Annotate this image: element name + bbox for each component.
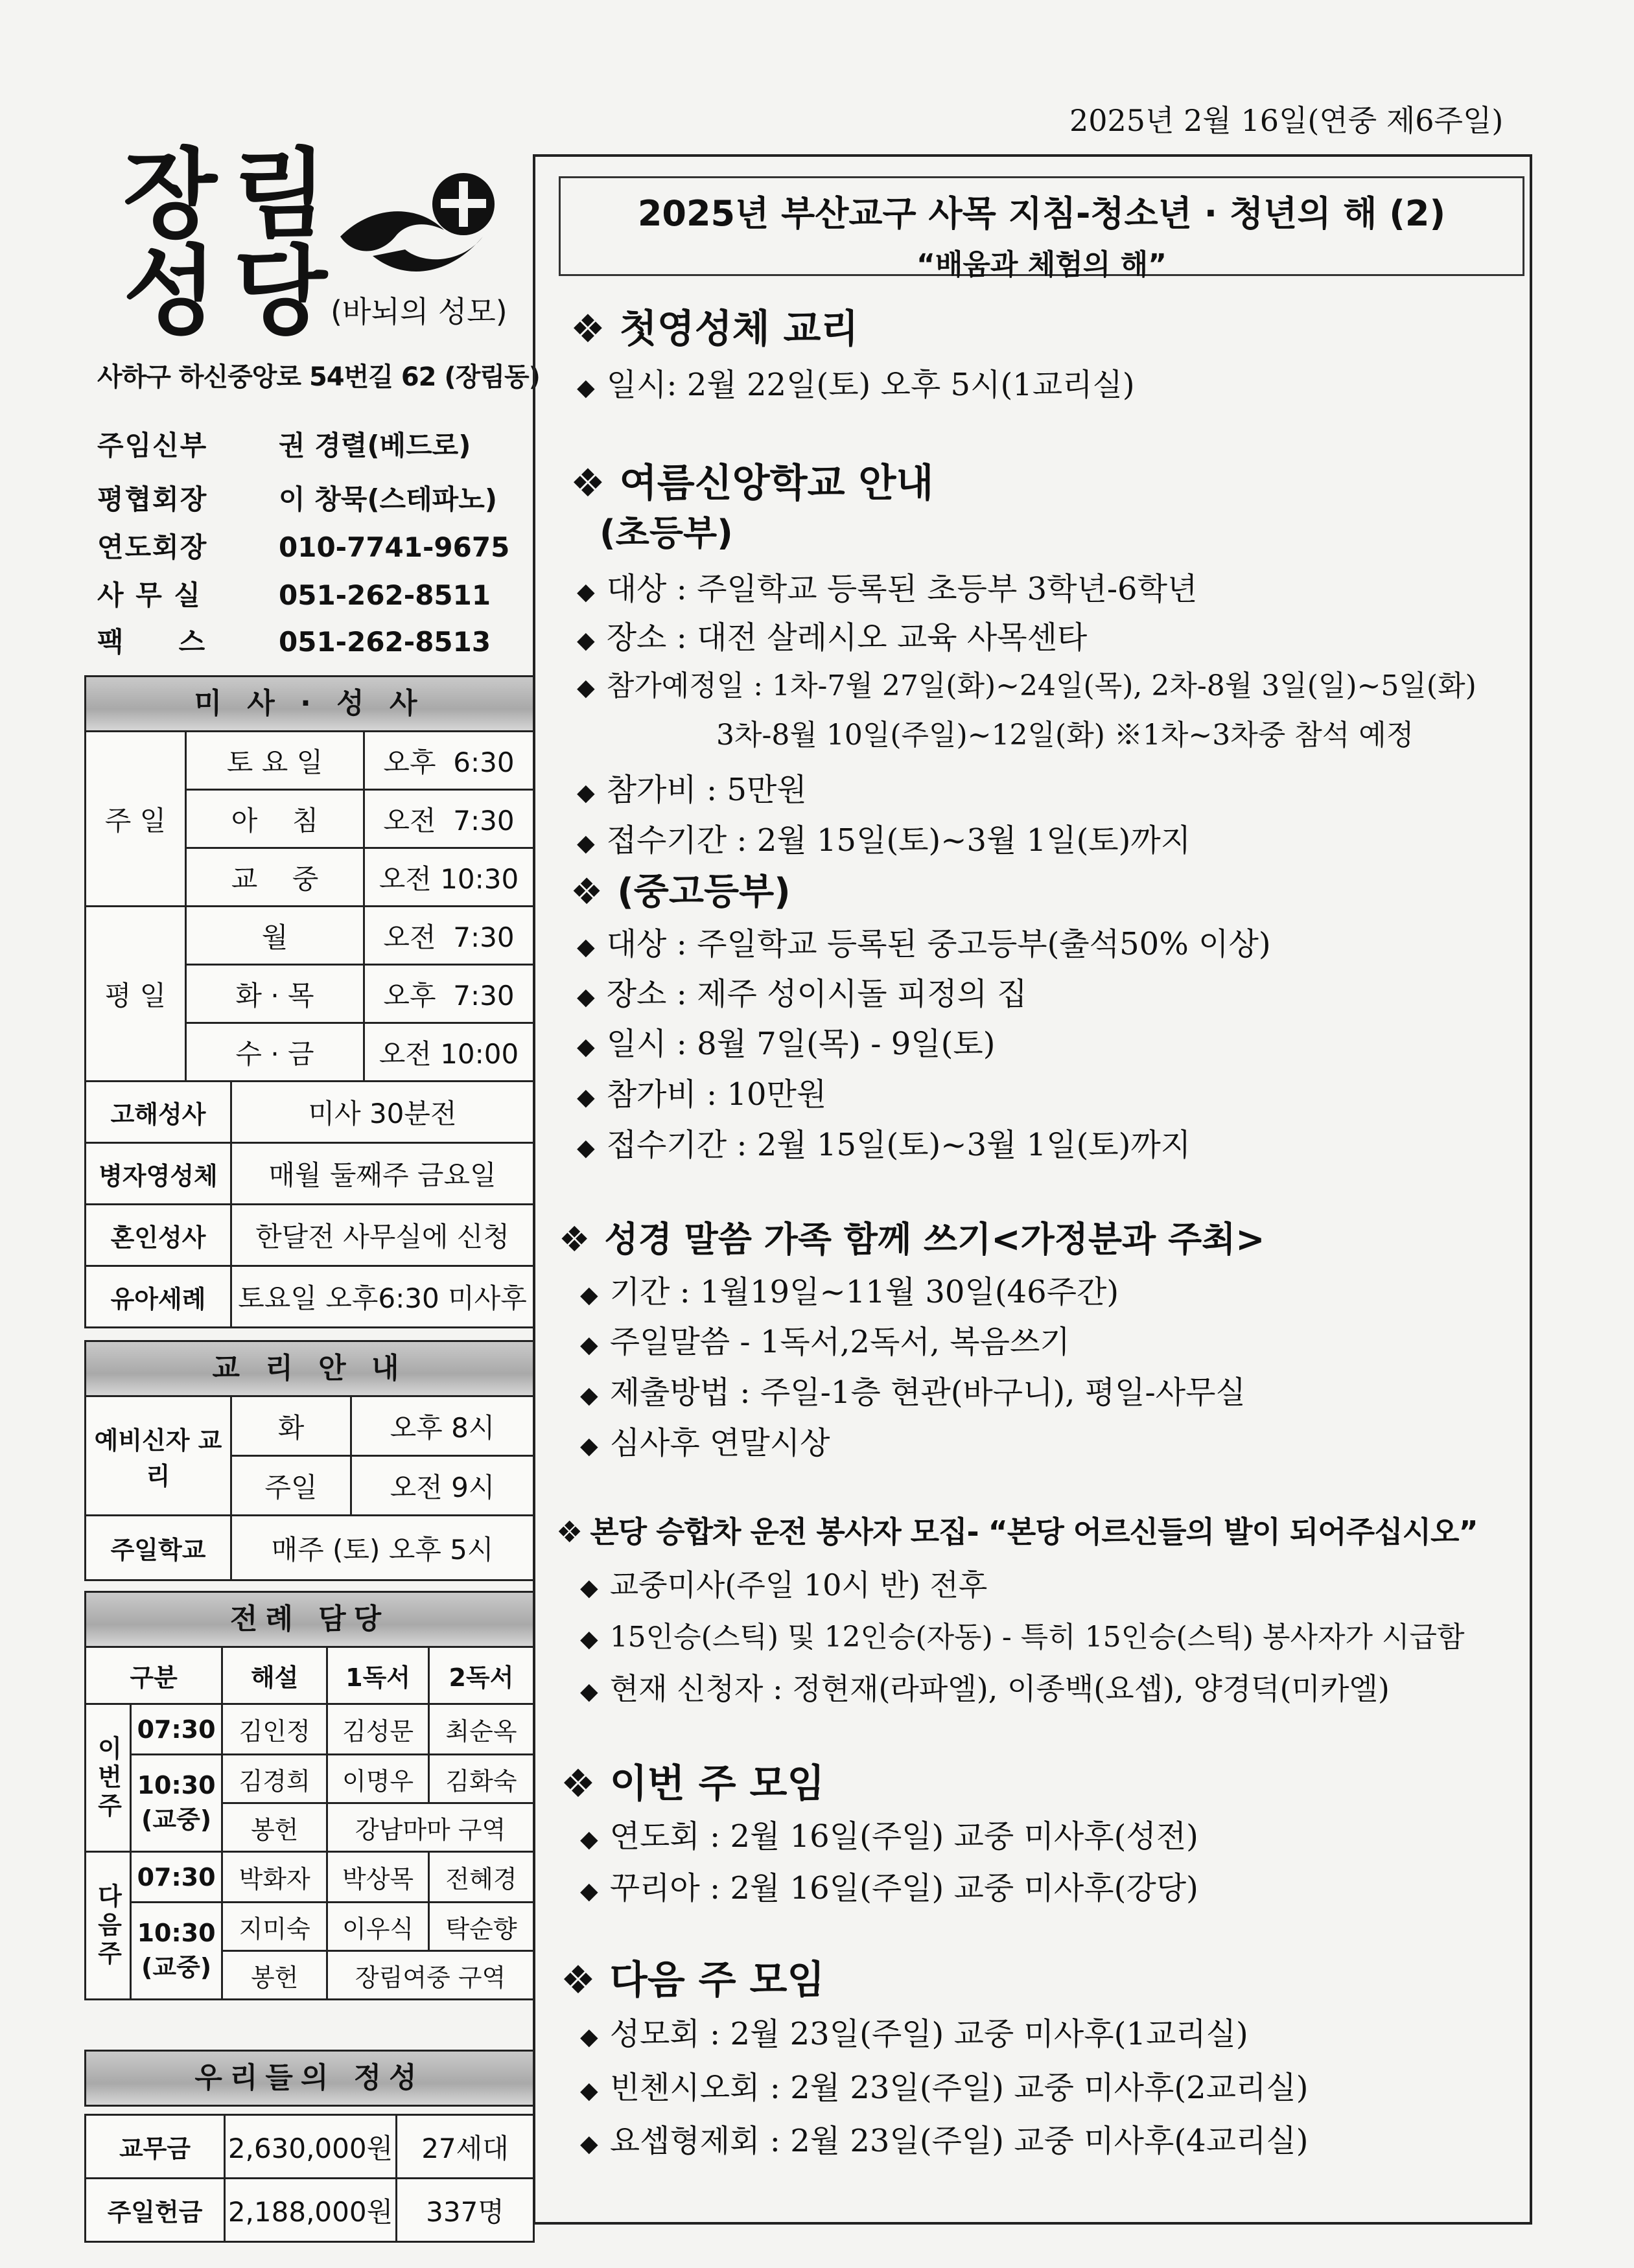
bullet-icon: ◆	[577, 830, 595, 857]
staff-row: 사 무 실 051-262-8511	[97, 579, 491, 611]
diamond-icon: ❖	[561, 1958, 596, 2003]
liturgy-group: 강남마마 구역	[327, 1803, 534, 1852]
liturgy-reader: 탁순향	[428, 1903, 533, 1951]
bullet-icon: ◆	[580, 1282, 598, 1308]
next-week-label: 다음주	[86, 1852, 131, 2000]
notice-item: ◆ 주일말씀 - 1독서,2독서, 복음쓰기	[580, 1324, 1070, 1360]
notice-item: ◆ 15인승(스틱) 및 12인승(자동) - 특히 15인승(스틱) 봉사자가 시급함	[580, 1621, 1465, 1654]
title-char: 장	[123, 137, 217, 251]
notice-header-title: 2025년 부산교구 사목 지침-청소년 · 청년의 해 (2)	[637, 193, 1446, 234]
offering-count: 337명	[397, 2179, 534, 2242]
notice-item: ◆ 현재 신청자 : 정현재(라파엘), 이종백(요셉), 양경덕(미카엘)	[580, 1671, 1390, 1706]
mass-time: 오전 10:30	[364, 848, 534, 907]
mass-time: 오전 7:30	[364, 790, 534, 848]
liturgy-time: 10:30 (교중)	[131, 1755, 222, 1852]
section-title: ❖ 성경 말씀 가족 함께 쓰기<가정분과 주최>	[559, 1219, 1265, 1260]
bullet-icon: ◆	[580, 1826, 598, 1853]
offering-amount: 2,188,000원	[225, 2179, 397, 2242]
notice-item: ◆ 일시 : 8월 7일(목) - 9일(토)	[577, 1026, 996, 1062]
liturgy-reader: 전혜경	[428, 1852, 533, 1903]
notice-item: ◆ 장소 : 대전 살레시오 교육 사목센타	[577, 619, 1088, 656]
liturgy-col: 구분	[86, 1647, 222, 1704]
section-subtitle: (초등부)	[600, 513, 733, 553]
diamond-icon: ❖	[570, 307, 605, 352]
doctrine-table	[84, 1395, 535, 1581]
notice-item: ◆ 제출방법 : 주일-1층 현관(바구니), 평일-사무실	[580, 1374, 1246, 1411]
liturgy-reader: 김경희	[222, 1755, 327, 1803]
notice-item: ◆ 접수기간 : 2월 15일(토)~3월 1일(토)까지	[577, 1127, 1191, 1163]
title-char: 당	[233, 235, 327, 349]
notice-item: ◆ 장소 : 제주 성이시돌 피정의 집	[577, 976, 1027, 1012]
title-char: 성	[123, 235, 217, 349]
sunday-school-label: 주일학교	[86, 1516, 231, 1580]
liturgy-reader: 박화자	[222, 1852, 327, 1903]
mass-header: 미 사 · 성 사	[84, 675, 535, 732]
doctrine-time: 오후 8시	[351, 1396, 534, 1456]
bullet-icon: ◆	[580, 1433, 598, 1459]
liturgy-col: 해설	[222, 1647, 327, 1704]
bullet-icon: ◆	[577, 675, 595, 701]
liturgy-col: 1독서	[327, 1647, 429, 1704]
notice-item: ◆ 요셉형제회 : 2월 23일(주일) 교중 미사후(4교리실)	[580, 2123, 1309, 2159]
staff-row: 평협회장 이 창묵(스테파노)	[97, 483, 498, 515]
notice-item: ◆ 접수기간 : 2월 15일(토)~3월 1일(토)까지	[577, 822, 1191, 859]
section-title: ❖ 여름신앙학교 안내	[570, 461, 934, 506]
notice-item: ◆ 참가비 : 10만원	[577, 1076, 827, 1113]
mass-table	[84, 730, 535, 1082]
staff-row: 주임신부 권 경렬(베드로)	[97, 430, 471, 461]
offering-header: 우리들의 정성	[84, 2050, 535, 2107]
liturgy-reader: 최순옥	[428, 1704, 533, 1755]
mass-day: 화 · 목	[186, 965, 364, 1023]
doctrine-day: 화	[231, 1396, 351, 1456]
liturgy-reader: 지미숙	[222, 1903, 327, 1951]
liturgy-offering: 봉헌	[222, 1803, 327, 1852]
notice-item: ◆ 대상 : 주일학교 등록된 초등부 3학년-6학년	[577, 571, 1198, 607]
weekday-label: 평 일	[86, 907, 186, 1082]
section-title: ❖ (중고등부)	[570, 871, 791, 913]
title-char: 림	[233, 137, 327, 251]
offering-count: 27세대	[397, 2115, 534, 2179]
bullet-icon: ◆	[577, 984, 595, 1010]
liturgy-reader: 이우식	[327, 1903, 429, 1951]
sacrament-name: 유아세례	[86, 1266, 231, 1328]
bullet-icon: ◆	[580, 1878, 598, 1904]
liturgy-time: 10:30 (교중)	[131, 1903, 222, 2000]
bullet-icon: ◆	[580, 1382, 598, 1409]
sunday-school-time: 매주 (토) 오후 5시	[231, 1516, 534, 1580]
doctrine-time: 오전 9시	[351, 1456, 534, 1516]
liturgy-reader: 김성문	[327, 1704, 429, 1755]
section-title: ❖ 다음 주 모임	[561, 1958, 825, 2003]
bullet-icon: ◆	[580, 2024, 598, 2050]
doctrine-header: 교 리 안 내	[84, 1340, 535, 1397]
church-address: 사하구 하신중앙로 54번길 62 (장림동)	[97, 362, 540, 392]
liturgy-table	[84, 1646, 535, 2000]
sacrament-value: 미사 30분전	[231, 1082, 534, 1143]
doctrine-day: 주일	[231, 1456, 351, 1516]
offering-amount: 2,630,000원	[225, 2115, 397, 2179]
mass-day: 아 침	[186, 790, 364, 848]
bullet-icon: ◆	[580, 2131, 598, 2157]
sacrament-table	[84, 1080, 535, 1328]
notice-item: ◆ 일시: 2월 22일(토) 오후 5시(1교리실)	[577, 367, 1135, 403]
notice-item: ◆ 기간 : 1월19일~11월 30일(46주간)	[580, 1274, 1119, 1310]
section-title: ❖ 첫영성체 교리	[570, 307, 859, 352]
notice-item: ◆ 성모회 : 2월 23일(주일) 교중 미사후(1교리실)	[580, 2016, 1248, 2052]
bullet-icon: ◆	[580, 1575, 598, 1601]
bullet-icon: ◆	[577, 934, 595, 960]
bullet-icon: ◆	[580, 1678, 598, 1705]
bullet-icon: ◆	[577, 375, 595, 401]
diamond-icon: ❖	[556, 1514, 583, 1549]
staff-row: 연도회장 010-7741-9675	[97, 531, 510, 563]
this-week-label: 이번주	[86, 1704, 131, 1852]
bulletin-date: 2025년 2월 16일(연중 제6주일)	[1069, 103, 1504, 138]
liturgy-reader: 박상목	[327, 1852, 429, 1903]
notice-item: ◆ 참가비 : 5만원	[577, 772, 807, 808]
liturgy-time: 07:30	[131, 1852, 222, 1903]
notice-item-cont: 3차-8월 10일(주일)~12일(화) ※1차~3차중 참석 예정	[716, 719, 1414, 752]
diamond-icon: ❖	[561, 1761, 596, 1807]
bullet-icon: ◆	[577, 1084, 595, 1111]
bullet-icon: ◆	[577, 780, 595, 806]
catechumen-label: 예비신자 교리	[86, 1396, 231, 1516]
sunday-label: 주 일	[86, 732, 186, 907]
liturgy-group: 장림여중 구역	[327, 1951, 534, 2000]
mass-day: 토 요 일	[186, 732, 364, 790]
notice-header-box	[559, 176, 1524, 281]
bullet-icon: ◆	[577, 579, 595, 605]
notice-item: ◆ 연도회 : 2월 16일(주일) 교중 미사후(성전)	[580, 1818, 1198, 1855]
liturgy-offering: 봉헌	[222, 1951, 327, 2000]
bullet-icon: ◆	[577, 1135, 595, 1161]
bullet-icon: ◆	[580, 2077, 598, 2104]
sacrament-name: 혼인성사	[86, 1205, 231, 1266]
mass-day: 수 · 금	[186, 1023, 364, 1082]
sacrament-value: 매월 둘째주 금요일	[231, 1143, 534, 1205]
diamond-icon: ❖	[570, 871, 603, 913]
church-subtitle: (바뇌의 성모)	[331, 294, 508, 329]
sacrament-value: 토요일 오후6:30 미사후	[231, 1266, 534, 1328]
mass-day: 교 중	[186, 848, 364, 907]
liturgy-reader: 김화숙	[428, 1755, 533, 1803]
mass-time: 오전 10:00	[364, 1023, 534, 1082]
bullet-icon: ◆	[580, 1626, 598, 1652]
notice-item: ◆ 참가예정일 : 1차-7월 27일(화)~24일(목), 2차-8월 3일(일)~5일(화)	[577, 669, 1476, 702]
bullet-icon: ◆	[580, 1332, 598, 1358]
staff-row: 팩 스 051-262-8513	[97, 626, 491, 658]
diamond-icon: ❖	[559, 1219, 590, 1260]
notice-item: ◆ 교중미사(주일 10시 반) 전후	[580, 1568, 988, 1603]
notice-item: ◆ 꾸리아 : 2월 16일(주일) 교중 미사후(강당)	[580, 1870, 1198, 1906]
mass-time: 오후 7:30	[364, 965, 534, 1023]
diamond-icon: ❖	[570, 461, 605, 506]
notice-item: ◆ 대상 : 주일학교 등록된 중고등부(출석50% 이상)	[577, 926, 1271, 962]
liturgy-col: 2독서	[428, 1647, 533, 1704]
mass-time: 오후 6:30	[364, 732, 534, 790]
notice-item: ◆ 심사후 연말시상	[580, 1425, 830, 1461]
notice-item: ◆ 빈첸시오회 : 2월 23일(주일) 교중 미사후(2교리실)	[580, 2070, 1309, 2106]
liturgy-reader: 이명우	[327, 1755, 429, 1803]
sacrament-name: 고해성사	[86, 1082, 231, 1143]
offering-table	[84, 2114, 535, 2243]
section-title: ❖ 이번 주 모임	[561, 1761, 825, 1807]
offering-name: 주일헌금	[86, 2179, 225, 2242]
bullet-icon: ◆	[577, 1034, 595, 1060]
mass-time: 오전 7:30	[364, 907, 534, 965]
church-logo-icon	[334, 159, 512, 288]
liturgy-time: 07:30	[131, 1704, 222, 1755]
mass-day: 월	[186, 907, 364, 965]
sacrament-value: 한달전 사무실에 신청	[231, 1205, 534, 1266]
section-title: ❖ 본당 승합차 운전 봉사자 모집- “본당 어르신들의 발이 되어주십시오”	[556, 1514, 1478, 1549]
sacrament-name: 병자영성체	[86, 1143, 231, 1205]
notice-header-subtitle: “배움과 체험의 해”	[916, 248, 1167, 281]
offering-name: 교무금	[86, 2115, 225, 2179]
bullet-icon: ◆	[577, 627, 595, 654]
liturgy-reader: 김인정	[222, 1704, 327, 1755]
liturgy-header: 전례 담당	[84, 1591, 535, 1648]
